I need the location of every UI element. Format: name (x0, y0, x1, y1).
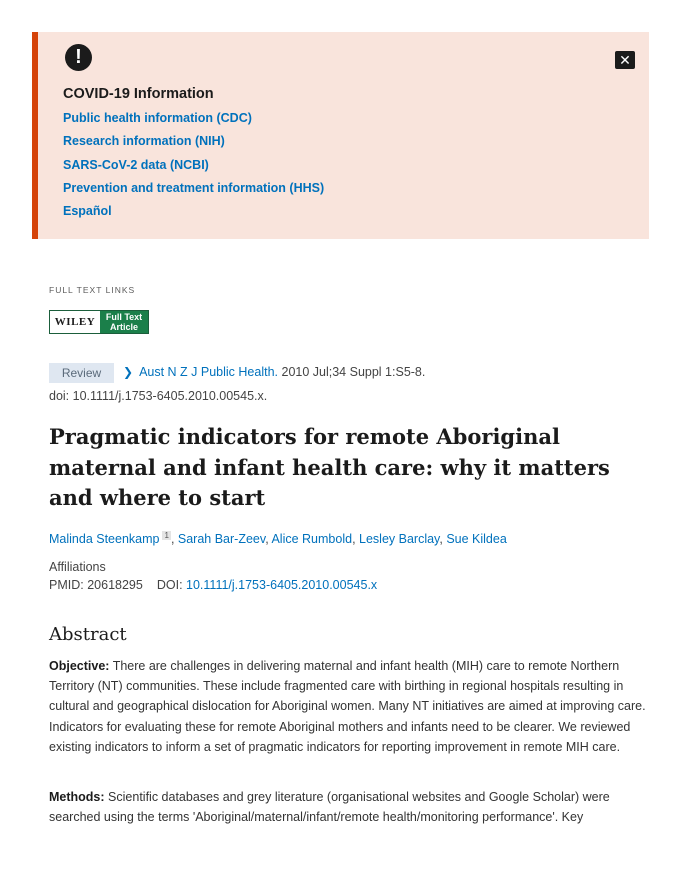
author-link[interactable]: Sue Kildea (446, 532, 507, 547)
alert-title: COVID-19 Information (63, 86, 214, 102)
abstract-objective (49, 656, 649, 757)
article-title: Pragmatic indicators for remote Aboriginal maternal and infant health care: why it matters and where to start (49, 424, 610, 510)
objective-text: There are challenges in delivering maternal and infant health (MIH) care to remote Northern Territory (NT) communities. These include fragmented care with birthing in regional hospitals resulting in cultural and geographical dislocation for Aboriginal women. Many NT initiatives are aimed at improving care. Indicators for evaluating these for remote Aboriginal mothers and infants need to be clearer. We reviewed existing indicators to inform a set of pragmatic indicators for reporting improvement in remote MIH care. (49, 659, 646, 754)
objective-label: Objective: (49, 659, 110, 673)
chevron-right-icon[interactable]: ❯ (123, 365, 134, 379)
pmid-value: 20618295 (87, 578, 143, 592)
citation-details: 2010 Jul;34 Suppl 1:S5-8. (281, 365, 426, 379)
full-text-line2: Article (109, 322, 138, 332)
full-text-line1: Full Text (105, 312, 143, 322)
journal-link[interactable]: Aust N Z J Public Health. (139, 365, 279, 379)
citation (123, 365, 425, 379)
full-text-links-label: FULL TEXT LINKS (49, 285, 136, 295)
author-list (49, 531, 507, 546)
publication-type-badge: Review (49, 363, 114, 383)
separator: , (170, 532, 178, 547)
link-nih[interactable]: Research information (NIH) (63, 134, 225, 149)
author-link[interactable]: Malinda Steenkamp (49, 532, 160, 547)
covid-alert-banner (32, 32, 649, 239)
wiley-full-text-button[interactable] (49, 310, 149, 334)
wiley-logo: WILEY (50, 311, 100, 333)
separator: , (265, 532, 272, 547)
author-link[interactable]: Sarah Bar-Zeev (177, 532, 266, 547)
author-link[interactable]: Alice Rumbold (271, 532, 353, 547)
link-espanol[interactable]: Español (63, 204, 112, 219)
separator: , (439, 532, 447, 547)
abstract-methods (49, 787, 649, 827)
citation-doi: doi: 10.1111/j.1753-6405.2010.00545.x. (49, 389, 268, 403)
link-cdc[interactable]: Public health information (CDC) (63, 111, 252, 125)
pmid-label: PMID: (49, 578, 84, 592)
article-identifiers (49, 578, 377, 592)
full-text-article-label (100, 311, 148, 333)
affiliation-marker[interactable]: 1 (164, 531, 169, 540)
link-hhs[interactable]: Prevention and treatment information (HHS) (63, 180, 325, 195)
author-link[interactable]: Lesley Barclay (359, 532, 440, 547)
exclamation-circle-icon: ! (65, 44, 92, 71)
doi-label: DOI: (156, 578, 183, 592)
link-ncbi[interactable]: SARS-CoV-2 data (NCBI) (63, 157, 209, 172)
methods-label: Methods: (49, 790, 105, 804)
affiliations-toggle[interactable]: Affiliations (49, 560, 106, 574)
close-icon[interactable]: ✕ (615, 51, 635, 69)
methods-text: Scientific databases and grey literature (organisational websites and Google Scholar) were searched using the terms 'Aboriginal/maternal/infant/remote health/monitoring performance'. Key (49, 790, 610, 825)
abstract-heading: Abstract (49, 624, 127, 645)
separator: , (352, 532, 360, 547)
doi-link[interactable]: 10.1111/j.1753-6405.2010.00545.x (186, 578, 378, 592)
alert-links (63, 109, 324, 225)
